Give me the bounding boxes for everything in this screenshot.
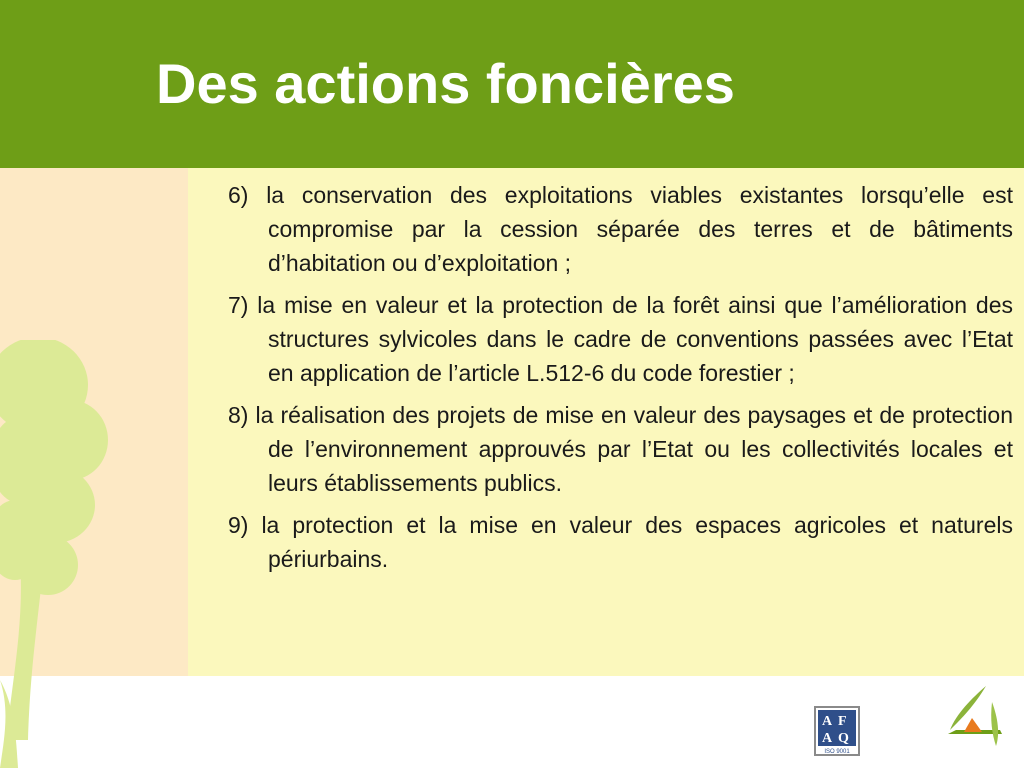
content-list [228, 178, 1013, 584]
title-bar [0, 0, 1024, 168]
svg-text:Q: Q [838, 731, 849, 746]
svg-text:A: A [822, 731, 833, 746]
svg-text:F: F [838, 714, 847, 729]
leaf-triangle-logo [942, 684, 1004, 748]
svg-text:A: A [822, 714, 833, 729]
list-item: 6) la conservation des exploitations viables existantes lorsqu’elle est compromise par la cession séparée des terres et de bâtiments d’habitation ou d’exploitation ; [228, 182, 1013, 276]
list-item: 7) la mise en valeur et la protection de la forêt ainsi que l’amélioration des structures sylvicoles dans le cadre de conventions passées avec l’Etat en application de l’article L.512-6 du code forestier ; [228, 292, 1013, 386]
list-item: 8) la réalisation des projets de mise en valeur des paysages et de protection de l’environnement approuvés par l’Etat ou les collectivités locales et leurs établissements publics. [228, 402, 1013, 496]
slide-title: Des actions foncières [156, 52, 735, 115]
svg-text:ISO 9001: ISO 9001 [824, 749, 850, 755]
list-item: 9) la protection et la mise en valeur des espaces agricoles et naturels périurbains. [228, 512, 1013, 572]
afaq-iso-9001-logo [814, 706, 860, 756]
tree-decoration [0, 340, 110, 768]
